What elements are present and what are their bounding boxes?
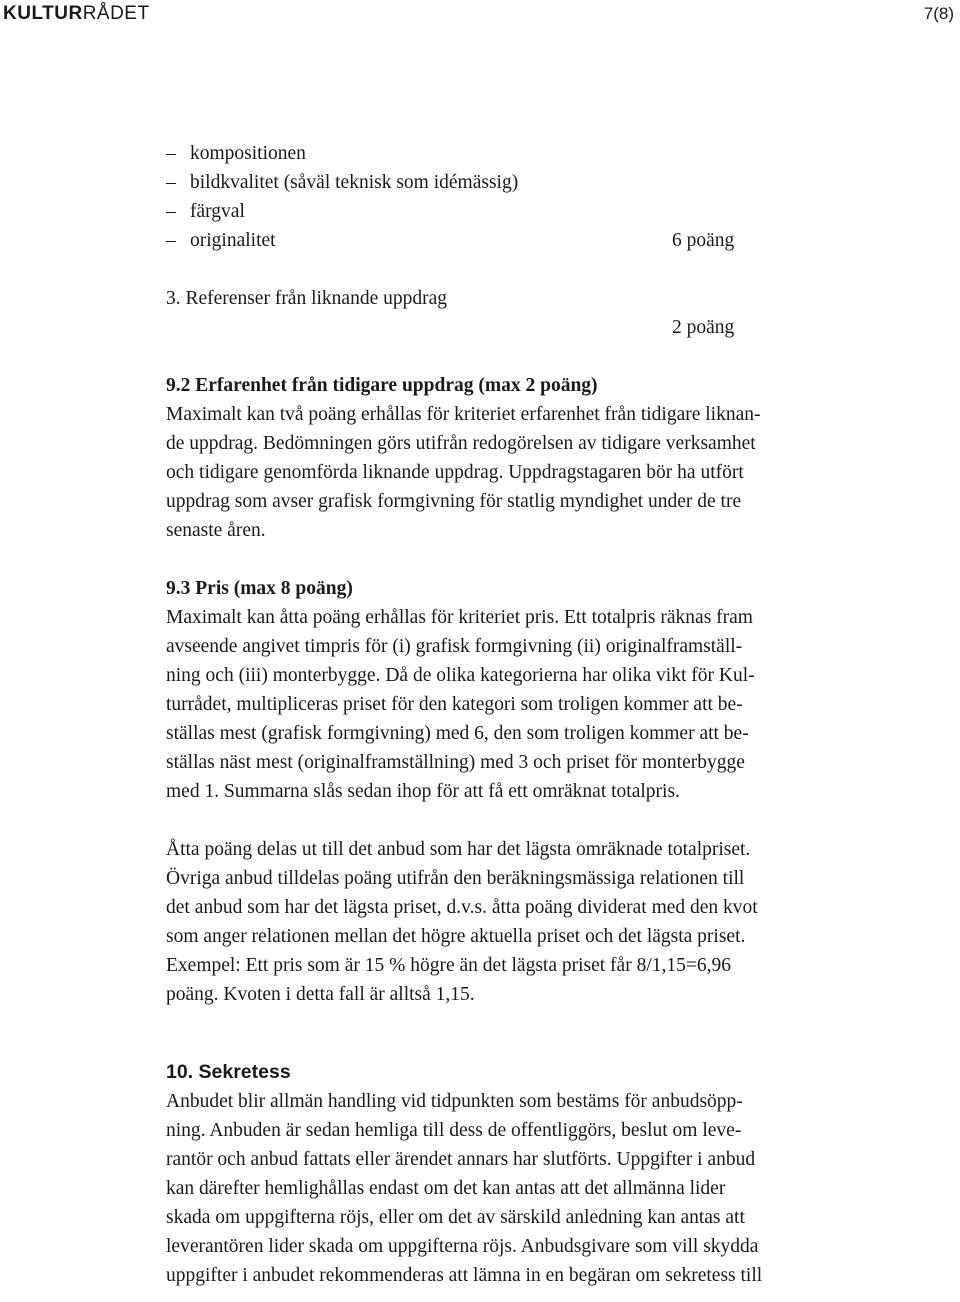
section-9-3-line: ställas mest (grafisk formgivning) med 6, den som troligen kommer att be- bbox=[166, 723, 749, 744]
reference-item: 3. Referenser från liknande uppdrag bbox=[166, 288, 448, 309]
section-9-2-line: senaste åren. bbox=[166, 520, 266, 541]
section-10-line: ning. Anbuden är sedan hemliga till dess de offentliggörs, beslut om leve- bbox=[166, 1120, 742, 1141]
section-9-3-line: det anbud som har det lägsta priset, d.v.s. åtta poäng dividerat med den kvot bbox=[166, 897, 758, 918]
section-9-3-line: Övriga anbud tilldelas poäng utifrån den beräkningsmässiga relationen till bbox=[166, 868, 745, 889]
section-10-line: uppgifter i anbudet rekommenderas att lämna in en begäran om sekretess till bbox=[166, 1265, 763, 1286]
section-9-3-heading: 9.3 Pris (max 8 poäng) bbox=[166, 578, 353, 599]
section-9-3-line: poäng. Kvoten i detta fall är alltså 1,15. bbox=[166, 984, 475, 1005]
section-9-2-line: Maximalt kan två poäng erhållas för kriteriet erfarenhet från tidigare liknan- bbox=[166, 404, 761, 425]
dash-bullet: – bbox=[166, 143, 176, 164]
section-10-heading: 10. Sekretess bbox=[166, 1061, 291, 1083]
section-9-2-line: de uppdrag. Bedömningen görs utifrån redogörelsen av tidigare verksamhet bbox=[166, 433, 756, 454]
section-9-3-line: Åtta poäng delas ut till det anbud som har det lägsta omräknade totalpriset. bbox=[166, 839, 751, 860]
reference-points: 2 poäng bbox=[672, 317, 735, 338]
criteria-item-text: originalitet bbox=[190, 230, 276, 251]
criteria-item-text: kompositionen bbox=[190, 143, 306, 164]
page-number: 7(8) bbox=[923, 4, 954, 23]
criteria-list-item bbox=[166, 197, 886, 226]
section-9-3-line: som anger relationen mellan det högre aktuella priset och det lägsta priset. bbox=[166, 926, 746, 947]
section-9-3-line: Exempel: Ett pris som är 15 % högre än det lägsta priset får 8/1,15=6,96 bbox=[166, 955, 731, 976]
section-9-3-line: ställas näst mest (originalframställning) med 3 och priset för monterbygge bbox=[166, 752, 745, 773]
logo-bold-text: KULTUR bbox=[3, 3, 83, 24]
dash-bullet: – bbox=[166, 230, 176, 251]
section-9-3-line: turrådet, multipliceras priset för den kategori som troligen kommer att be- bbox=[166, 694, 743, 715]
section-9-3-line: med 1. Summarna slås sedan ihop för att få ett omräknat totalpris. bbox=[166, 781, 680, 802]
section-10-line: Anbudet blir allmän handling vid tidpunkten som bestäms för anbudsöpp- bbox=[166, 1091, 743, 1112]
document-body bbox=[166, 139, 886, 1290]
criteria-points: 6 poäng bbox=[672, 230, 735, 251]
dash-bullet: – bbox=[166, 172, 176, 193]
section-10-line: kan därefter hemlighållas endast om det kan antas att det allmänna lider bbox=[166, 1178, 726, 1199]
section-9-3-line: Maximalt kan åtta poäng erhållas för kriteriet pris. Ett totalpris räknas fram bbox=[166, 607, 753, 628]
section-9-3-line: ning och (iii) monterbygge. Då de olika kategorierna har olika vikt för Kul- bbox=[166, 665, 755, 686]
criteria-list-item bbox=[166, 139, 886, 168]
section-9-2-line: och tidigare genomförda liknande uppdrag. Uppdragstagaren bör ha utfört bbox=[166, 462, 744, 483]
dash-bullet: – bbox=[166, 201, 176, 222]
criteria-list-item bbox=[166, 226, 886, 255]
page-header bbox=[0, 0, 960, 30]
section-10-line: skada om uppgifterna röjs, eller om det av särskild anledning kan antas att bbox=[166, 1207, 745, 1228]
section-9-2-heading: 9.2 Erfarenhet från tidigare uppdrag (max 2 poäng) bbox=[166, 375, 598, 396]
logo-light-text: RÅDET bbox=[82, 3, 150, 24]
section-10-line: rantör och anbud fattats eller ärendet annars har slutförts. Uppgifter i anbud bbox=[166, 1149, 756, 1170]
criteria-item-text: bildkvalitet (såväl teknisk som idémässig) bbox=[190, 172, 519, 193]
section-9-2-line: uppdrag som avser grafisk formgivning för statlig myndighet under de tre bbox=[166, 491, 742, 512]
section-9-3-line: avseende angivet timpris för (i) grafisk formgivning (ii) originalframställ- bbox=[166, 636, 743, 657]
criteria-list-item bbox=[166, 168, 886, 197]
criteria-item-text: färgval bbox=[190, 201, 245, 222]
section-10-line: leverantören lider skada om uppgifterna röjs. Anbudsgivare som vill skydda bbox=[166, 1236, 759, 1257]
kulturradet-logo bbox=[3, 3, 150, 25]
